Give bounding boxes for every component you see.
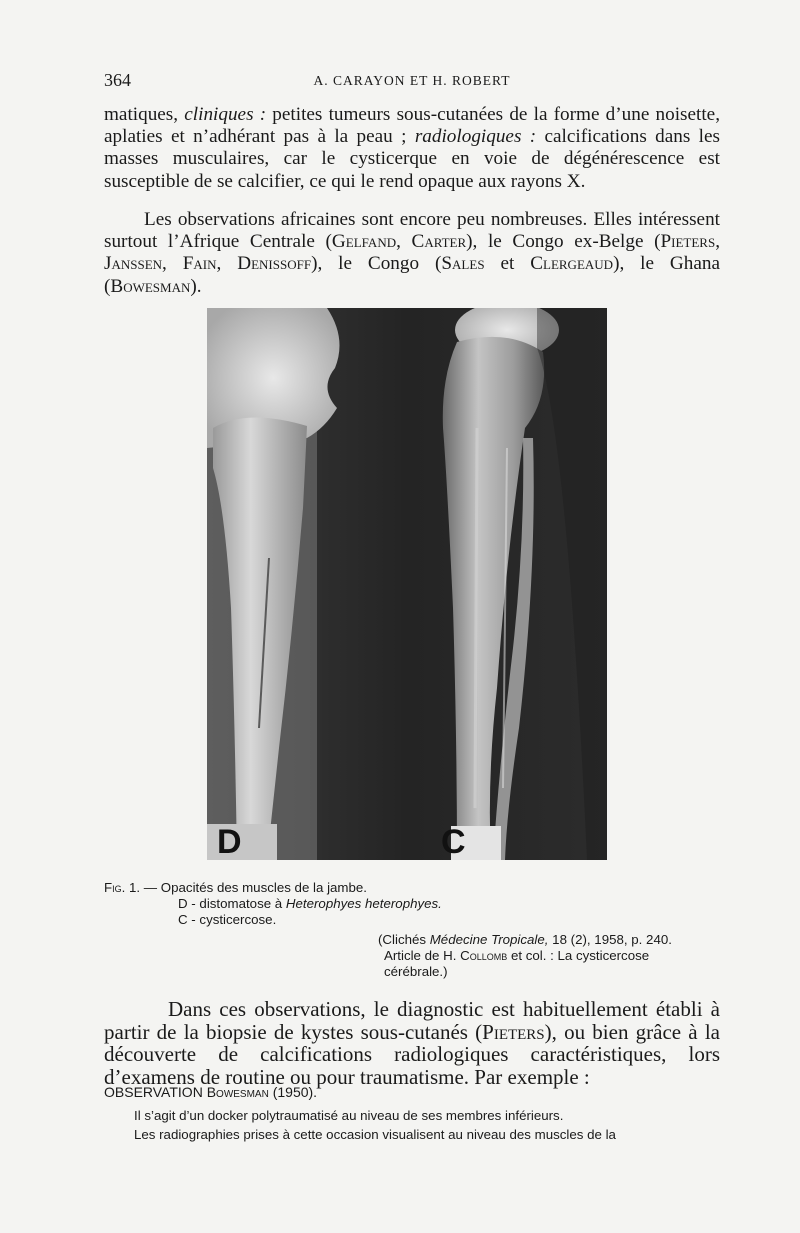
xray-image <box>207 308 607 860</box>
page-header <box>104 70 720 94</box>
p3-text-a: Dans ces observations, le diagnostic est habituellement établi à partir de la biopsie de kystes sous-cutanés ( <box>104 997 720 1044</box>
xray-figure <box>207 308 607 860</box>
author-pieters-2: Pieters <box>482 1019 545 1044</box>
p1-term-radiologiques: radiologiques : <box>414 126 537 148</box>
p2-text: Les observations africaines sont encore peu nombreuses. Elles intéressent surtout l’Afrique Centrale ( <box>104 209 720 253</box>
credit-ref: 18 (2), 1958, p. 240. <box>548 932 672 947</box>
author-bowesman: Bowesman <box>110 275 191 297</box>
running-head: A. CARAYON ET H. ROBERT <box>313 73 511 88</box>
author-denissoff: Denissoff <box>237 253 312 275</box>
caption-fig-label: Fig. 1. <box>104 880 141 895</box>
observation-author: Bowesman <box>206 1084 269 1100</box>
author-pieters: Pieters <box>660 231 716 253</box>
p2-sep: , <box>715 231 720 253</box>
caption-d-line <box>178 896 442 912</box>
p2-end: ). <box>190 275 202 297</box>
p2-sep: , <box>216 253 238 275</box>
credit-article: Article de H. <box>384 948 461 963</box>
credit-line-3: cérébrale.) <box>384 964 448 979</box>
caption-d-text: D - distomatose à <box>178 896 286 911</box>
p2-sep: , <box>162 253 183 275</box>
author-fain: Fain <box>182 253 217 275</box>
caption-credit <box>378 932 738 980</box>
observation-line-2: Les radiographies prises à cette occasion visualisent au niveau des muscles de la <box>134 1126 616 1142</box>
author-clergeaud: Clergeaud <box>530 253 614 275</box>
p1-text-c: petites tumeurs sous-cutanées de la forme d’une noisette, aplaties et n’adhérant pas à la peau ; <box>104 104 720 148</box>
p3-text-b: ), ou bien grâce à la découverte de calcifications radiologiques caractéristiques, lors d’examens de routine ou pour traumatisme. Par exemple : <box>104 1019 720 1089</box>
observation-year: (1950). <box>268 1084 318 1100</box>
paragraph-3 <box>104 998 720 1088</box>
credit-title: et col. : La cysticercose <box>507 948 650 963</box>
author-gelfand: Gelfand <box>331 231 397 253</box>
caption-species: Heterophyes heterophyes. <box>285 896 442 911</box>
caption-c-line: C - cysticercose. <box>178 912 277 927</box>
p2-text: ), le Congo ex-Belge ( <box>466 231 661 253</box>
p1-text-a: matiques, <box>104 104 185 125</box>
paragraph-1 <box>104 104 720 193</box>
credit-line-2 <box>378 948 738 964</box>
p1-term-cliniques: cliniques : <box>184 104 267 125</box>
observation-text <box>104 1107 716 1144</box>
observation-line-1: Il s’agit d’un docker polytraumatisé au niveau de ses membres inférieurs. <box>134 1108 564 1123</box>
caption-fig-title: — Opacités des muscles de la jambe. <box>140 880 367 895</box>
credit-text: (Clichés <box>378 932 430 947</box>
figure-label-c: C <box>441 823 466 860</box>
credit-author: Collomb <box>460 948 508 963</box>
page-number: 364 <box>104 70 131 90</box>
paragraph-2 <box>104 209 720 298</box>
p2-sep: , <box>396 231 412 253</box>
p2-text: ), le Ghana ( <box>104 253 720 297</box>
observation-label: OBSERVATION <box>104 1084 207 1100</box>
p1-text-e: calcifications dans les masses musculaires, car le cysticerque en voie de dégénérescence est susceptible de se calcifier, ce qui le rend opaque aux rayons X. <box>104 126 720 192</box>
credit-line-1 <box>378 932 738 948</box>
author-carter: Carter <box>411 231 467 253</box>
author-sales: Sales <box>441 253 485 275</box>
credit-journal: Médecine Tropicale, <box>429 932 549 947</box>
figure-label-d: D <box>217 823 242 860</box>
p2-text: ), le Congo ( <box>311 253 442 275</box>
author-janssen: Janssen <box>104 253 163 275</box>
observation-heading <box>104 1084 317 1100</box>
p2-sep: et <box>484 253 531 275</box>
caption-title <box>104 880 367 896</box>
